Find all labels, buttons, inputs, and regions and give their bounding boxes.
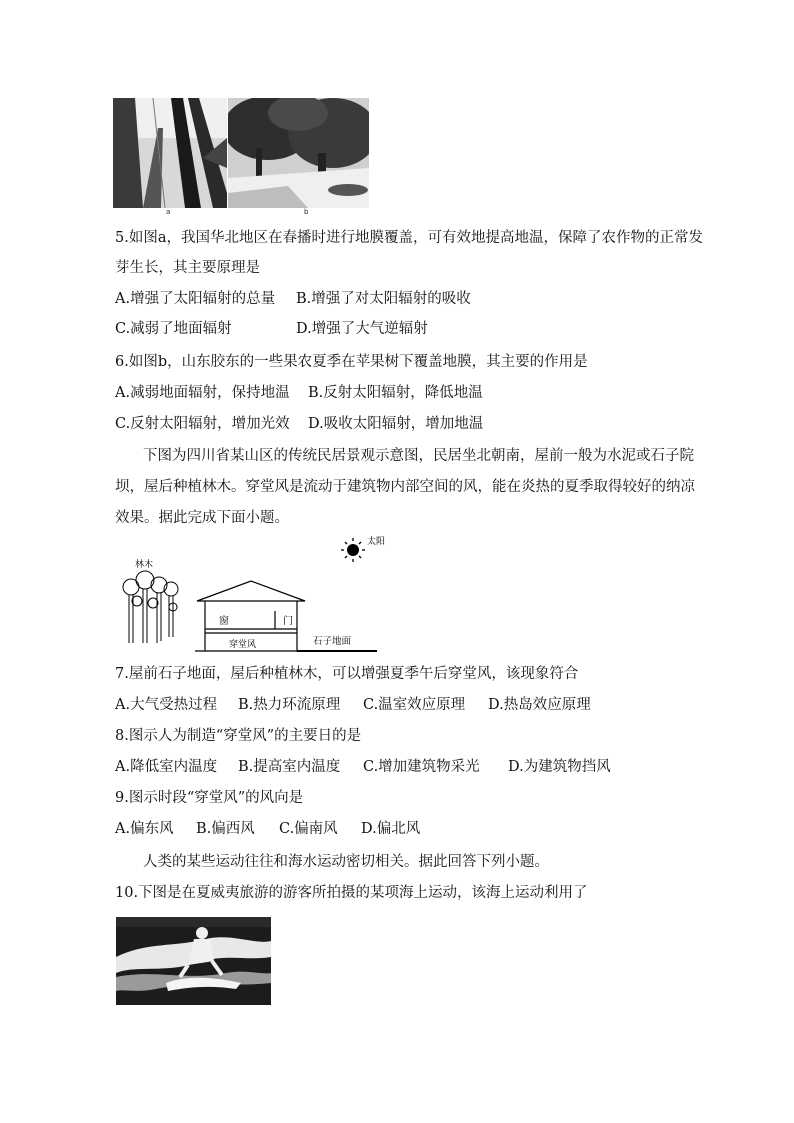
q6-option-d[interactable]: D.吸收太阳辐射，增加地温 xyxy=(308,416,484,432)
intro2-line3: 效果。据此完成下面小题。 xyxy=(115,510,289,526)
q9-stem-line1: 9.图示时段“穿堂风”的风向是 xyxy=(115,790,304,806)
ground-label: 石子地面 xyxy=(313,636,352,647)
q5-stem-line1: 5.如图a，我国华北地区在春播时进行地膜覆盖，可有效地提高地温，保障了农作物的正常发 xyxy=(115,230,703,246)
q9-option-d[interactable]: D.偏北风 xyxy=(361,821,421,837)
q9-option-c[interactable]: C.偏南风 xyxy=(279,821,338,837)
q7-stem-line1: 7.屋前石子地面，屋后种植林木，可以增强夏季午后穿堂风，该现象符合 xyxy=(115,666,579,682)
q7-option-a[interactable]: A.大气受热过程 xyxy=(115,697,218,713)
q8-stem-line1: 8.图示人为制造“穿堂风”的主要日的是 xyxy=(115,728,362,744)
door-label: 门 xyxy=(283,616,293,627)
photo-surfing xyxy=(116,917,271,1005)
intro2-line2: 坝，屋后种植林木。穿堂风是流动于建筑物内部空间的风，能在炎热的夏季取得较好的纳凉 xyxy=(115,479,695,495)
q8-option-a[interactable]: A.降低室内温度 xyxy=(115,759,218,775)
photo-a-plastic-film-field xyxy=(113,98,227,208)
q9-option-a[interactable]: A.偏东风 xyxy=(115,821,174,837)
photo-b-caption: b xyxy=(304,208,309,216)
window-label: 窗 xyxy=(219,616,229,627)
q9-option-b[interactable]: B.偏西风 xyxy=(196,821,255,837)
wind-label: 穿堂风 xyxy=(229,640,257,650)
q7-option-d[interactable]: D.热岛效应原理 xyxy=(488,697,591,713)
q7-option-c[interactable]: C.温室效应原理 xyxy=(363,697,466,713)
q8-option-d[interactable]: D.为建筑物挡风 xyxy=(508,759,611,775)
sun-label: 太阳 xyxy=(367,537,385,547)
q5-option-b[interactable]: B.增强了对太阳辐射的吸收 xyxy=(296,291,471,307)
q5-stem-line2: 芽生长，其主要原理是 xyxy=(115,260,260,276)
sun-icon xyxy=(341,538,365,562)
q6-option-c[interactable]: C.反射太阳辐射，增加光效 xyxy=(115,416,290,432)
q5-option-a[interactable]: A.增强了太阳辐射的总量 xyxy=(115,291,276,307)
trees-icon xyxy=(123,571,178,643)
q6-option-b[interactable]: B.反射太阳辐射，降低地温 xyxy=(308,385,483,401)
q8-option-c[interactable]: C.增加建筑物采光 xyxy=(363,759,480,775)
intro2-line1: 下图为四川省某山区的传统民居景观示意图，民居坐北朝南，屋前一般为水泥或石子院 xyxy=(143,448,694,464)
q7-option-b[interactable]: B.热力环流原理 xyxy=(238,697,341,713)
photo-a-caption: a xyxy=(166,208,171,216)
q6-stem-line1: 6.如图b，山东胶东的一些果农夏季在苹果树下覆盖地膜，其主要的作用是 xyxy=(115,354,588,370)
q8-option-b[interactable]: B.提高室内温度 xyxy=(238,759,341,775)
photo-b-apple-orchard xyxy=(228,98,369,208)
q10-stem-line1: 10.下图是在夏威夷旅游的游客所拍摄的某项海上运动，该海上运动利用了 xyxy=(115,885,588,901)
house-wind-diagram xyxy=(115,533,385,658)
q5-option-c[interactable]: C.减弱了地面辐射 xyxy=(115,321,232,337)
trees-label: 林木 xyxy=(135,560,154,570)
q5-option-d[interactable]: D.增强了大气逆辐射 xyxy=(296,321,428,337)
q6-option-a[interactable]: A.减弱地面辐射，保持地温 xyxy=(115,385,290,401)
intro3-line1: 人类的某些运动往往和海水运动密切相关。据此回答下列小题。 xyxy=(143,854,549,870)
